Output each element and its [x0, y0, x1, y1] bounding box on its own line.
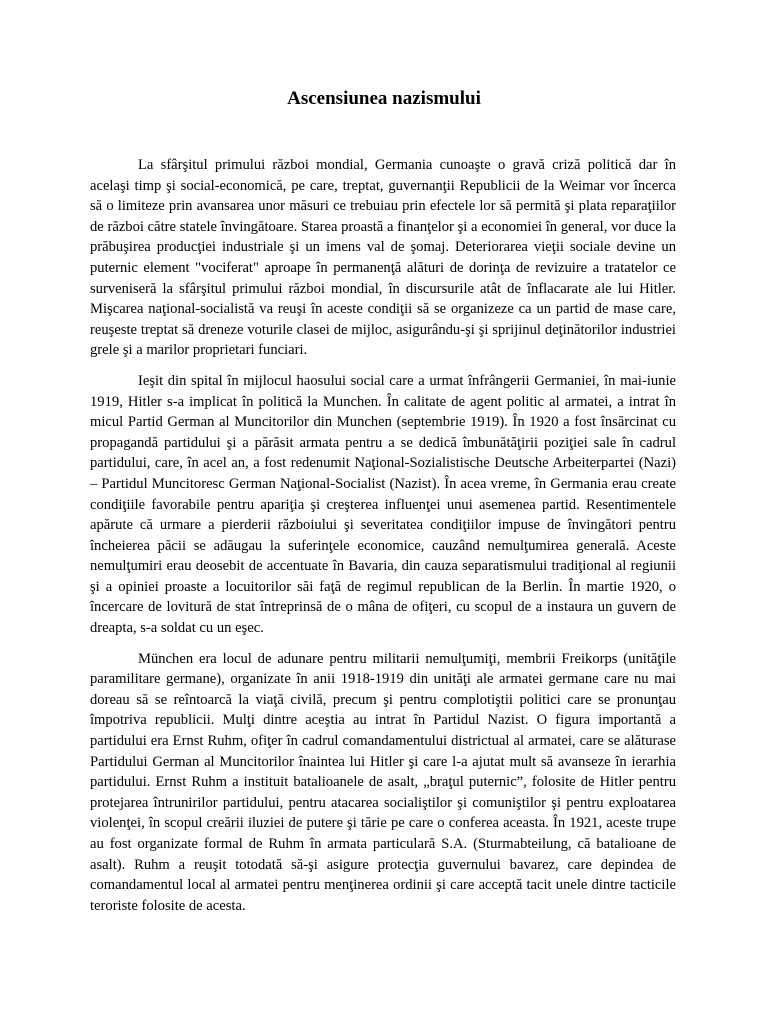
paragraph-3: München era locul de adunare pentru militarii nemulţumiţi, membrii Freikorps (unităţile paramilitare germane), organizate în anii 1918-1919 din unităţi ale armatei germane care nu mai doreau să se reîntoarcă la viaţă civilă, precum şi pentru complotiştii politici care se pronunţau împotriva republicii. Mulţi dintre aceştia au intrat în Partidul Nazist. O figura importantă a partidului era Ernst Ruhm, ofiţer în cadrul comandamentului districtual al armatei, care se alăturase Partidului German al Muncitorilor înaintea lui Hitler şi care l-a ajutat mult să avanseze în ierarhia partidului. Ernst Ruhm a instituit batalioanele de asalt, „braţul puternic”, folosite de Hitler pentru protejarea întrunirilor partidului, pentru atacarea socialiştilor şi comuniştilor şi pentru exploatarea violenţei, în scopul creării iluziei de putere şi tărie pe care o conferea aceasta. În 1921, aceste trupe au fost organizate formal de Ruhm în armata particulară S.A. (Sturmabteilung, că batalioane de asalt). Ruhm a reuşit totodată să-şi asigure protecţia guvernului bavarez, care depindea de comandamentul local al armatei pentru menţinerea ordinii şi care acceptă tacit unele dintre tacticile teroriste folosite de acesta. [90, 650, 676, 914]
paragraph-2: Ieşit din spital în mijlocul haosului social care a urmat înfrângerii Germaniei, în mai-iunie 1919, Hitler s-a implicat în politică la Munchen. În calitate de agent politic al armatei, a intrat în micul Partid German al Muncitorilor din Munchen (septembrie 1919). În 1920 a fost însărcinat cu propagandă partidului şi a părăsit armata pentru a se dedică îmbunătăţirii poziţiei sale în cadrul partidului, care, în acel an, a fost redenumit Naţional-Sozialistische Deutsche Arbeiterpartei (Nazi) – Partidul Muncitoresc German Naţional-Socialist (Nazist). În acea vreme, în Germania erau create condiţiile favorabile pentru apariţia şi creşterea influenţei unui asemenea partid. Resentimentele apărute că urmare a pierderii războiului şi severitatea condiţiilor impuse de învingători pentru încheierea păcii se adăugau la suferinţele economice, cauzând nemulţumirea generală. Aceste nemulţumiri erau deosebit de accentuate în Bavaria, din cauza separatismului tradiţional al regiunii şi a opiniei proaste a locuitorilor săi faţă de regimul republican de la Berlin. În martie 1920, o încercare de lovitură de stat întreprinsă de o mâna de ofiţeri, cu scopul de a instaura un guvern de dreapta, s-a soldat cu un eşec. [90, 372, 676, 637]
document-body [90, 155, 676, 926]
paragraph-1: La sfârşitul primului război mondial, Germania cunoaşte o gravă criză politică dar în acelaşi timp şi social-economică, pe care, treptat, guvernanţii Republicii de la Weimar vor încerca să o limiteze prin avansarea unor măsuri ce trebuiau prin efectele lor să permită şi plata reparaţiilor de război către statele învingătoare. Starea proastă a finanţelor şi a economiei în general, vor duce la prăbuşirea producţiei industriale şi un imens val de şomaj. Deteriorarea vieţii sociale devine un puternic element "vociferat" aproape în permanenţă alături de dorinţa de revizuire a tratatelor ce surveniseră la sfârşitul primului război mondial, în discursurile atât de înflacarate ale lui Hitler. Mişcarea naţional-socialistă va reuşi în aceste condiţii să se organizeze ca un partid de mase care, reuşeste treptat să dreneze voturile clasei de mijloc, asigurându-şi şi sprijinul deţinătorilor industriei grele şi a marilor proprietari funciari. [90, 157, 676, 359]
document-title: Ascensiunea nazismului [287, 88, 481, 109]
